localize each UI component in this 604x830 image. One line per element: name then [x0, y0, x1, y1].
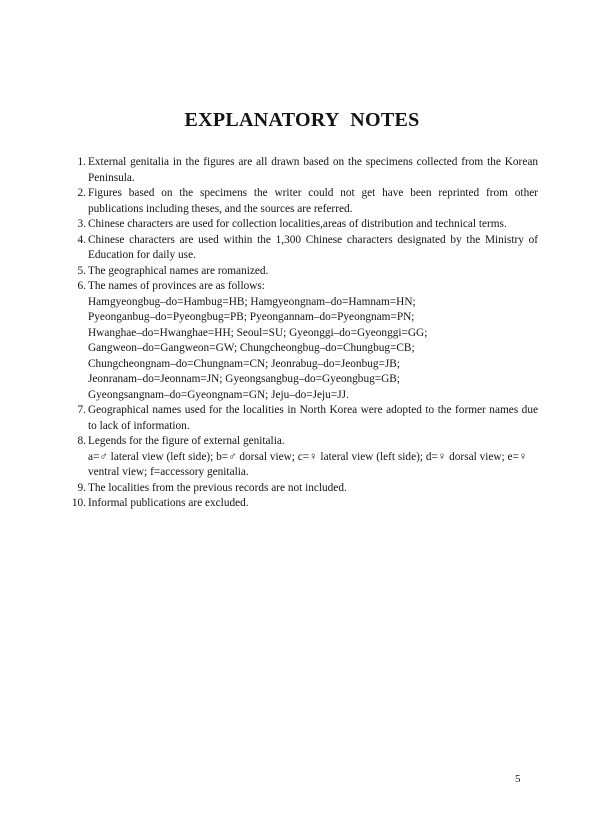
note-subline: Gyeongsangnam–do=Gyeongnam=GN; Jeju–do=Jeju=JJ. — [88, 388, 349, 401]
note-number: 5. — [77, 264, 86, 277]
page-number: 5 — [515, 773, 521, 785]
note-item — [70, 217, 538, 233]
note-subline: Hwanghae–do=Hwanghae=HH; Seoul=SU; Gyeonggi–do=Gyeonggi=GG; — [88, 326, 428, 339]
note-number: 1. — [77, 156, 86, 168]
note-item — [70, 496, 538, 512]
note-number: 2. — [77, 187, 86, 199]
note-number: 9. — [77, 481, 86, 494]
note-text: Legends for the figure of external genitalia. — [88, 435, 285, 447]
note-number: 4. — [77, 233, 86, 246]
note-item — [70, 403, 538, 434]
note-subline: Jeonranam–do=Jeonnam=JN; Gyeongsangbug–do=Gyeongbug=GB; — [88, 373, 400, 385]
note-number: 7. — [77, 404, 86, 416]
note-text: Chinese characters are used for collection localities,areas of distribution and technical terms. — [88, 218, 507, 230]
note-subline: Pyeonganbug–do=Pyeongbug=PB; Pyeongannam–do=Pyeongnam=PN; — [88, 311, 415, 323]
note-text: Geographical names used for the localities in North Korea were adopted to the former names due to lack of information. — [88, 404, 538, 432]
note-number: 10. — [71, 497, 86, 509]
note-item — [70, 434, 538, 481]
note-subline: a=♂ lateral view (left side); b=♂ dorsal view; c=♀ lateral view (left side); d=♀ dorsal view; e=♀ ventral view; f=accessory genitalia. — [88, 450, 528, 478]
note-text: The geographical names are romanized. — [88, 264, 269, 277]
note-item — [70, 481, 538, 497]
note-item — [70, 279, 538, 403]
note-subline: Hamgyeongbug–do=Hambug=HB; Hamgyeongnam–do=Hamnam=HN; — [88, 295, 416, 308]
note-number: 8. — [77, 435, 86, 447]
note-text: Figures based on the specimens the writer could not get have been reprinted from other publications including theses, and the sources are referred. — [88, 187, 538, 215]
note-item — [70, 155, 538, 186]
note-number: 6. — [77, 280, 86, 292]
notes-list — [70, 155, 538, 512]
note-subline: Gangweon–do=Gangweon=GW; Chungcheongbug–do=Chungbug=CB; — [88, 342, 415, 354]
note-number: 3. — [77, 218, 86, 230]
note-item — [70, 186, 538, 217]
note-text: Informal publications are excluded. — [88, 497, 249, 509]
note-text: The names of provinces are as follows: — [88, 280, 265, 292]
note-text: Chinese characters are used within the 1,300 Chinese characters designated by the Ministry of Education for daily use. — [88, 233, 538, 261]
note-text: The localities from the previous records are not included. — [88, 481, 347, 494]
note-subline: Chungcheongnam–do=Chungnam=CN; Jeonrabug–do=Jeonbug=JB; — [88, 357, 400, 370]
note-item — [70, 264, 538, 280]
page-title: EXPLANATORY NOTES — [184, 109, 420, 131]
note-item — [70, 233, 538, 264]
note-text: External genitalia in the figures are all drawn based on the specimens collected from the Korean Peninsula. — [88, 156, 538, 184]
